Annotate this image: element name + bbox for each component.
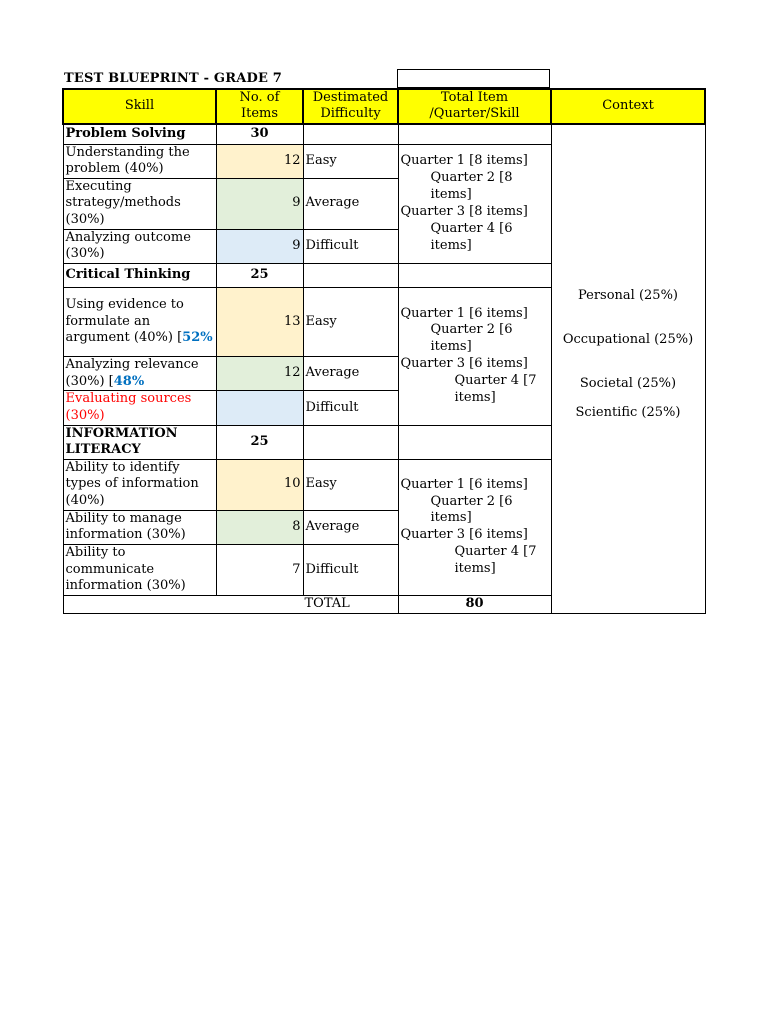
items-cell: 9 (216, 229, 303, 263)
header-blank-cell (397, 69, 550, 88)
difficulty-cell: Easy (303, 288, 398, 357)
items-cell: 8 (216, 510, 303, 544)
difficulty-cell: Average (303, 178, 398, 229)
blueprint-table (62, 88, 706, 614)
difficulty-cell: Easy (303, 459, 398, 510)
skill-cell: Evaluating sources (30%) (63, 391, 216, 425)
document-title: TEST BLUEPRINT - GRADE 7 (64, 71, 283, 86)
section-total: 25 (216, 425, 303, 459)
section-total: 25 (216, 264, 303, 288)
section-label: INFORMATION LITERACY (63, 425, 216, 459)
header-skill: Skill (63, 89, 216, 124)
header-context: Context (551, 89, 705, 124)
skill-cell: Analyzing outcome (30%) (63, 229, 216, 263)
context-item: Scientific (25%) (575, 405, 681, 421)
skill-cell: Ability to communicate information (30%) (63, 545, 216, 596)
section-total: 30 (216, 124, 303, 145)
context-item: Societal (25%) (579, 376, 677, 392)
difficulty-cell: Easy (303, 144, 398, 178)
difficulty-cell: Difficult (303, 229, 398, 263)
context-column (551, 124, 705, 614)
difficulty-cell: Difficult (303, 391, 398, 425)
items-cell: 12 (216, 357, 303, 391)
header-items: No. of Items (216, 89, 303, 124)
percent-value: 48% (113, 373, 145, 389)
items-cell: 7 (216, 545, 303, 596)
header-total: Total Item /Quarter/Skill (398, 89, 551, 124)
items-cell: 10 (216, 459, 303, 510)
context-item: Occupational (25%) (562, 332, 694, 348)
items-cell: 9 (216, 178, 303, 229)
difficulty-cell: Average (303, 357, 398, 391)
header-difficulty: Destimated Difficulty (303, 89, 398, 124)
difficulty-cell: Average (303, 510, 398, 544)
section-label: Critical Thinking (63, 264, 216, 288)
percent-value: 52% (182, 330, 213, 346)
items-cell: 13 (216, 288, 303, 357)
skill-cell: Analyzing relevance (30%) [48% (63, 357, 216, 391)
skill-cell: Using evidence to formulate an argument (40%) [52% (63, 288, 216, 357)
quarter-cell: Quarter 1 [6 items] Quarter 2 [6 items] Quarter 3 [6 items] Quarter 4 [7 items] (398, 288, 551, 426)
header-row (63, 89, 705, 124)
section-row (63, 124, 705, 145)
total-label: TOTAL (63, 596, 398, 614)
quarter-cell: Quarter 1 [6 items] Quarter 2 [6 items] Quarter 3 [6 items] Quarter 4 [7 items] (398, 459, 551, 595)
quarter-cell: Quarter 1 [8 items] Quarter 2 [8 items] Quarter 3 [8 items] Quarter 4 [6 items] (398, 144, 551, 264)
total-value: 80 (398, 596, 551, 614)
skill-cell: Ability to manage information (30%) (63, 510, 216, 544)
skill-cell: Ability to identify types of information (40%) (63, 459, 216, 510)
skill-cell: Executing strategy/methods (30%) (63, 178, 216, 229)
skill-cell: Understanding the problem (40%) (63, 144, 216, 178)
section-label: Problem Solving (63, 124, 216, 145)
items-cell (216, 391, 303, 425)
items-cell: 12 (216, 144, 303, 178)
context-item: Personal (25%) (577, 288, 679, 304)
difficulty-cell: Difficult (303, 545, 398, 596)
